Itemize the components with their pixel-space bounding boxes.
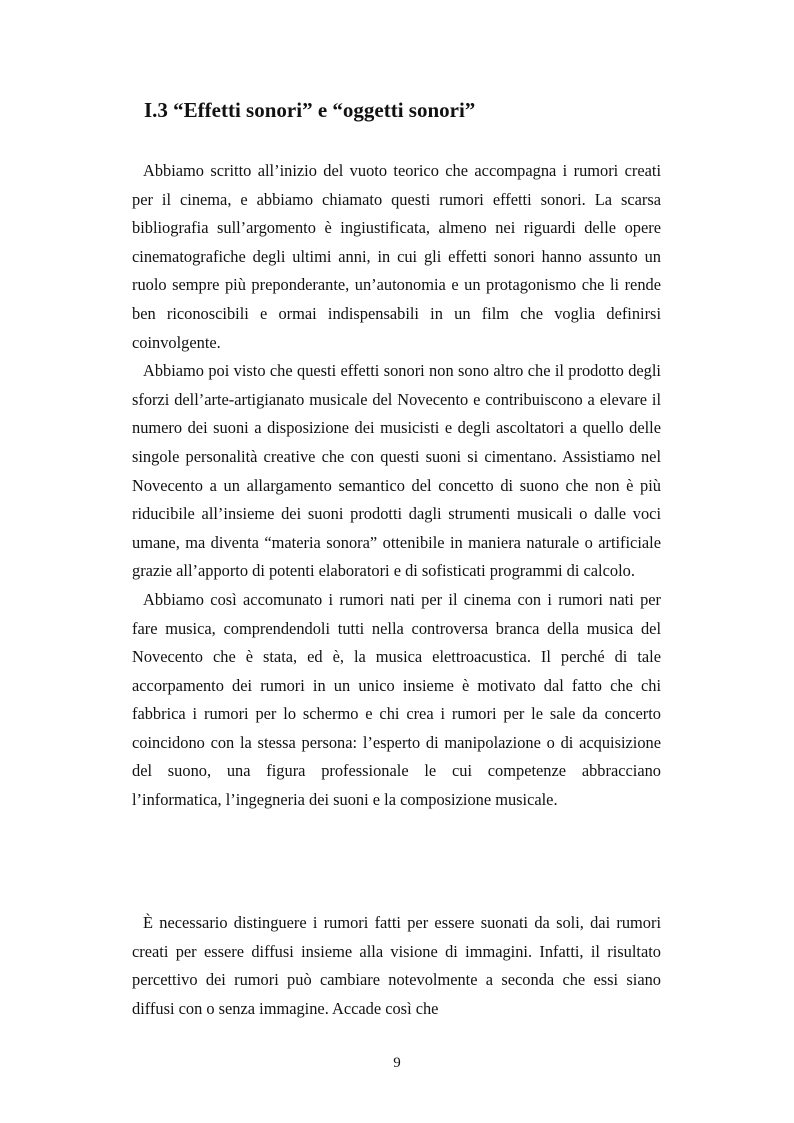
paragraph-2: Abbiamo poi visto che questi effetti sonori non sono altro che il prodotto degli sforzi dell’arte-artigianato musicale del Novecento e contribuiscono a elevare il numero dei suoni a disposizione dei musicisti e degli ascoltatori a quello delle singole personalità creative che con questi suoni si cimentano. Assistiamo nel Novecento a un allargamento semantico del concetto di suono che non è più riducibile all’insieme dei suoni prodotti dagli strumenti musicali o dalle voci umane, ma diventa “materia sonora” ottenibile in maniera naturale o artificiale grazie all’apporto di potenti elaboratori e di sofisticati programmi di calcolo. <box>132 361 661 581</box>
page-number: 9 <box>393 1055 401 1071</box>
paragraph-3: Abbiamo così accomunato i rumori nati per il cinema con i rumori nati per fare musica, comprendendoli tutti nella controversa branca della musica del Novecento che è stata, ed è, la musica elettroacustica. Il perché di tale accorpamento dei rumori in un unico insieme è motivato dal fatto che chi fabbrica i rumori per lo schermo e chi crea i rumori per le sale da concerto coincidono con la stessa persona: l’esperto di manipolazione o di acquisizione del suono, una figura professionale le cui competenze abbracciano l’informatica, l’ingegneria dei suoni e la composizione musicale. <box>132 589 661 810</box>
paragraph-4: È necessario distinguere i rumori fatti per essere suonati da soli, dai rumori creati per essere diffusi insieme alla visione di immagini. Infatti, il risultato percettivo dei rumori può cambiare notevolmente a seconda che essi siano diffusi con o senza immagine. Accade così che <box>132 913 661 1018</box>
body-text-block <box>132 157 661 815</box>
paragraph-1: Abbiamo scritto all’inizio del vuoto teorico che accompagna i rumori creati per il cinema, e abbiamo chiamato questi rumori effetti sonori. La scarsa bibliografia sull’argomento è ingiustificata, almeno nei riguardi delle opere cinematografiche degli ultimi anni, in cui gli effetti sonori hanno assunto un ruolo sempre più preponderante, un’autonomia e un protagonismo che li rende ben riconoscibili e ormai indispensabili in un film che voglia definirsi coinvolgente. <box>132 161 661 352</box>
section-heading: I.3 “Effetti sonori” e “oggetti sonori” <box>144 98 476 122</box>
body-text-block-continued <box>132 909 661 1023</box>
